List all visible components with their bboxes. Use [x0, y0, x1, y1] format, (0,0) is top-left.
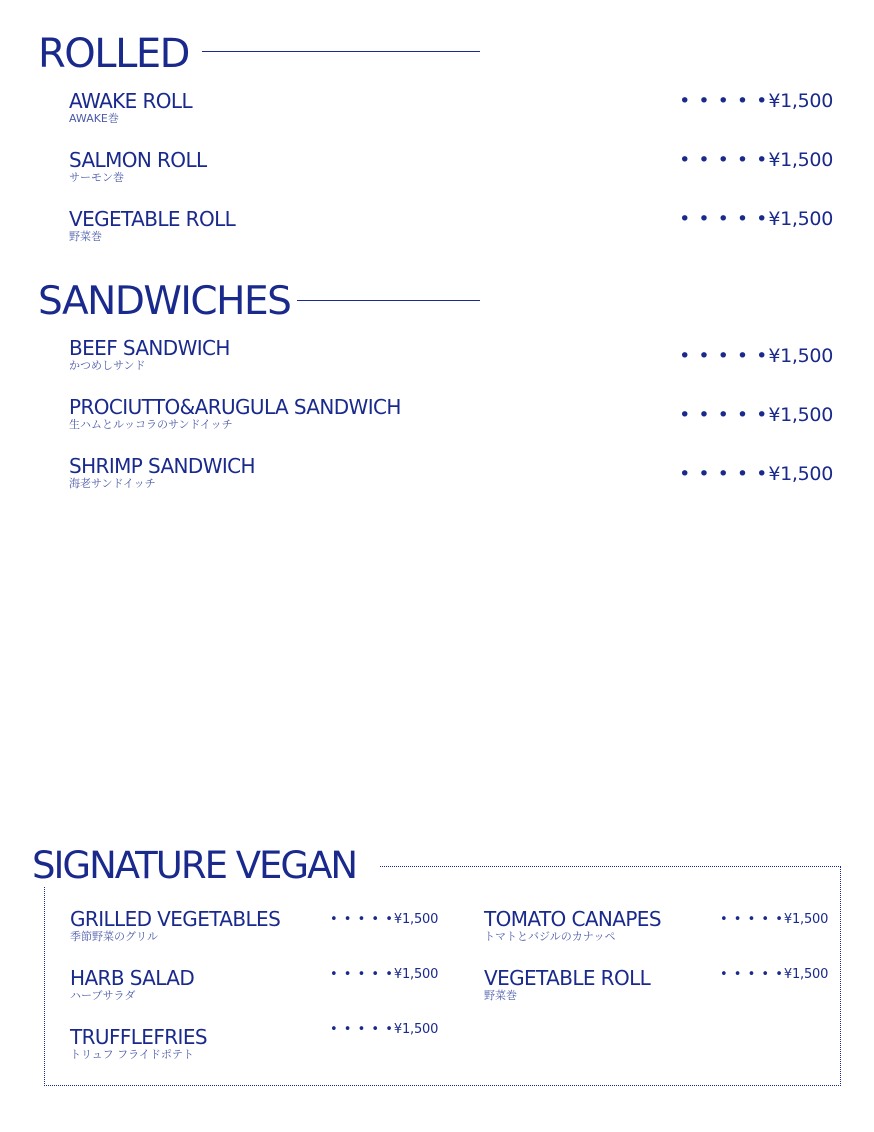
leader-dots: • • • • •: [720, 912, 784, 927]
leader-dots: • • • • •: [679, 345, 769, 367]
menu-item: [69, 149, 207, 184]
price-value: ¥1,500: [768, 463, 833, 485]
leader-dots: • • • • •: [679, 149, 769, 171]
item-subtitle: サーモン巻: [69, 171, 124, 184]
leader-dots: • • • • •: [330, 912, 394, 927]
leader-dots: • • • • •: [330, 1022, 394, 1037]
menu-item: [69, 208, 235, 243]
item-price: [330, 912, 438, 927]
price-value: ¥1,500: [393, 1022, 439, 1037]
leader-dots: • • • • •: [679, 463, 769, 485]
item-price: [679, 463, 833, 485]
section-divider-rolled: [202, 51, 480, 52]
item-name: TRUFFLEFRIES: [70, 1025, 207, 1049]
leader-dots: • • • • •: [679, 208, 769, 230]
menu-item: [69, 396, 401, 431]
item-name: VEGETABLE ROLL: [69, 207, 236, 231]
price-value: ¥1,500: [783, 967, 829, 982]
menu-item: [484, 908, 661, 943]
item-price: [679, 149, 833, 171]
item-price: [720, 912, 828, 927]
item-name: PROCIUTTO&ARUGULA SANDWICH: [69, 395, 401, 419]
price-value: ¥1,500: [393, 967, 439, 982]
item-price: [679, 404, 833, 426]
menu-item: [69, 455, 255, 490]
item-subtitle: 季節野菜のグリル: [70, 930, 158, 943]
leader-dots: • • • • •: [679, 404, 769, 426]
item-subtitle: 生ハムとルッコラのサンドイッチ: [69, 418, 233, 431]
price-value: ¥1,500: [393, 912, 439, 927]
item-name: GRILLED VEGETABLES: [70, 907, 281, 931]
menu-item: [69, 337, 230, 372]
menu-item: [484, 967, 650, 1002]
section-title-sandwiches: SANDWICHES: [38, 279, 291, 324]
menu-item: [70, 908, 280, 943]
price-value: ¥1,500: [768, 345, 833, 367]
item-subtitle: トリュフ フライドポテト: [70, 1048, 194, 1061]
section-divider-sandwiches: [297, 300, 480, 301]
item-name: AWAKE ROLL: [69, 89, 192, 113]
item-price: [679, 345, 833, 367]
item-price: [330, 1022, 438, 1037]
menu-item: [70, 1026, 207, 1061]
item-price: [679, 208, 833, 230]
menu-item: [70, 967, 194, 1002]
leader-dots: • • • • •: [720, 967, 784, 982]
item-price: [679, 90, 833, 112]
item-name: TOMATO CANAPES: [484, 907, 661, 931]
menu-item: [69, 90, 192, 125]
item-name: SALMON ROLL: [69, 148, 207, 172]
item-name: SHRIMP SANDWICH: [69, 454, 255, 478]
item-subtitle: 野菜巻: [484, 989, 517, 1002]
item-price: [330, 967, 438, 982]
leader-dots: • • • • •: [679, 90, 769, 112]
item-name: VEGETABLE ROLL: [484, 966, 651, 990]
item-subtitle: 野菜巻: [69, 230, 102, 243]
item-name: HARB SALAD: [70, 966, 195, 990]
section-title-rolled: ROLLED: [38, 31, 189, 77]
section-title-vegan: SIGNATURE VEGAN: [32, 844, 357, 887]
price-value: ¥1,500: [768, 208, 833, 230]
item-name: BEEF SANDWICH: [69, 336, 230, 360]
item-subtitle: AWAKE巻: [69, 112, 119, 125]
item-subtitle: かつめしサンド: [69, 359, 146, 372]
price-value: ¥1,500: [768, 149, 833, 171]
item-price: [720, 967, 828, 982]
price-value: ¥1,500: [768, 90, 833, 112]
item-subtitle: 海老サンドイッチ: [69, 477, 156, 490]
item-subtitle: トマトとバジルのカナッペ: [484, 930, 616, 943]
leader-dots: • • • • •: [330, 967, 394, 982]
item-subtitle: ハーブサラダ: [70, 989, 136, 1002]
price-value: ¥1,500: [768, 404, 833, 426]
price-value: ¥1,500: [783, 912, 829, 927]
